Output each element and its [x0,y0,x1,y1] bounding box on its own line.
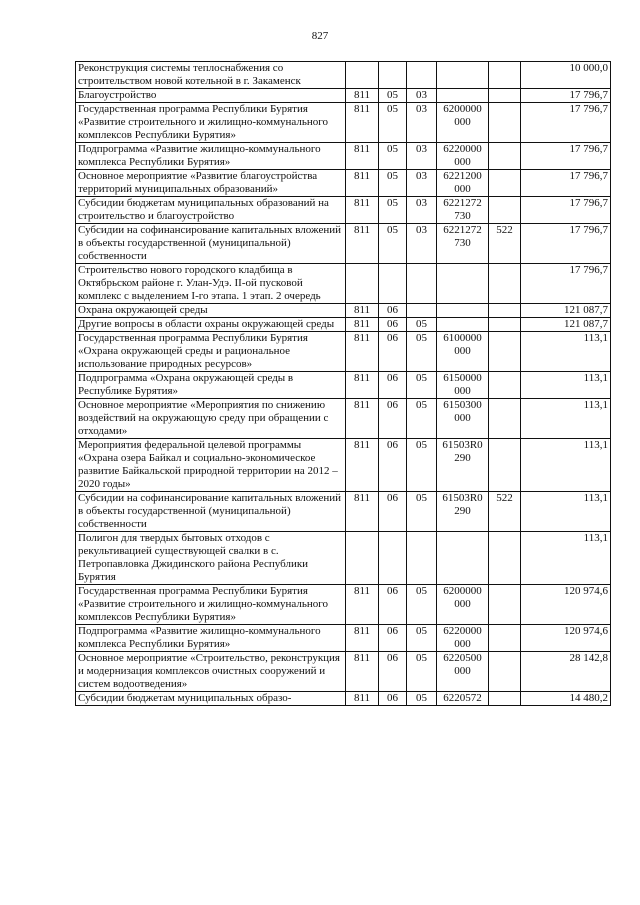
table-row [76,103,611,143]
row-sum-cell: 17 796,7 [521,103,611,143]
row-rz-cell: 06 [379,318,407,332]
row-vr-cell [489,304,521,318]
row-name-cell: Благоустройство [76,89,346,103]
row-name-cell: Основное мероприятие «Развитие благоустройства территорий муниципальных образований» [76,170,346,197]
row-vr-cell: 522 [489,492,521,532]
table-row [76,492,611,532]
row-csr-cell [437,62,489,89]
row-pr-cell: 05 [407,692,437,706]
row-vr-cell [489,62,521,89]
row-csr-cell [437,89,489,103]
row-sum-cell: 121 087,7 [521,304,611,318]
row-pr-cell: 03 [407,89,437,103]
row-rz-cell: 06 [379,692,407,706]
table-row [76,143,611,170]
row-vr-cell [489,399,521,439]
row-pr-cell: 05 [407,625,437,652]
row-sum-cell: 120 974,6 [521,625,611,652]
row-vr-cell [489,585,521,625]
row-rz-cell: 06 [379,585,407,625]
row-name-cell: Основное мероприятие «Мероприятия по снижению воздействий на окружающую среду при обращении с отходами» [76,399,346,439]
row-pr-cell [407,62,437,89]
row-ved-cell: 811 [346,585,379,625]
row-csr-cell: 6150300 000 [437,399,489,439]
row-ved-cell [346,62,379,89]
row-sum-cell: 121 087,7 [521,318,611,332]
row-csr-cell: 6221272 730 [437,224,489,264]
row-sum-cell: 120 974,6 [521,585,611,625]
row-pr-cell: 05 [407,652,437,692]
row-csr-cell [437,304,489,318]
row-csr-cell: 6150000 000 [437,372,489,399]
page-number: 827 [311,30,329,42]
row-sum-cell: 10 000,0 [521,62,611,89]
row-ved-cell: 811 [346,332,379,372]
row-rz-cell: 06 [379,652,407,692]
row-sum-cell: 17 796,7 [521,224,611,264]
row-pr-cell [407,532,437,585]
row-ved-cell: 811 [346,692,379,706]
row-ved-cell: 811 [346,143,379,170]
row-pr-cell: 03 [407,103,437,143]
row-name-cell: Основное мероприятие «Строительство, реконструкция и модернизация комплексов очистных сооружений и систем водоотведения» [76,652,346,692]
row-ved-cell: 811 [346,399,379,439]
row-vr-cell [489,170,521,197]
row-vr-cell [489,264,521,304]
table-row [76,89,611,103]
row-sum-cell: 17 796,7 [521,143,611,170]
table-row [76,692,611,706]
row-csr-cell [437,318,489,332]
table-row [76,264,611,304]
row-csr-cell: 61503R0 290 [437,492,489,532]
row-pr-cell: 05 [407,399,437,439]
row-vr-cell [489,89,521,103]
row-ved-cell: 811 [346,103,379,143]
row-pr-cell: 03 [407,197,437,224]
budget-table-body [76,62,611,706]
row-ved-cell [346,532,379,585]
row-ved-cell: 811 [346,372,379,399]
row-sum-cell: 113,1 [521,399,611,439]
row-csr-cell: 6200000 000 [437,585,489,625]
row-pr-cell: 05 [407,492,437,532]
row-pr-cell: 03 [407,143,437,170]
table-row [76,585,611,625]
table-row [76,372,611,399]
row-vr-cell [489,197,521,224]
row-sum-cell: 113,1 [521,372,611,399]
table-row [76,439,611,492]
row-rz-cell: 05 [379,143,407,170]
row-vr-cell [489,532,521,585]
row-name-cell: Другие вопросы в области охраны окружающей среды [76,318,346,332]
row-name-cell: Государственная программа Республики Бурятия «Развитие строительного и жилищно-коммунального комплексов Республики Бурятия» [76,585,346,625]
table-row [76,318,611,332]
row-rz-cell: 05 [379,103,407,143]
row-pr-cell: 03 [407,170,437,197]
row-name-cell: Охрана окружающей среды [76,304,346,318]
row-name-cell: Подпрограмма «Развитие жилищно-коммунального комплекса Республики Бурятия» [76,143,346,170]
row-name-cell: Государственная программа Республики Бурятия «Развитие строительного и жилищно-коммунального комплексов Республики Бурятия» [76,103,346,143]
row-ved-cell: 811 [346,89,379,103]
row-name-cell: Субсидии бюджетам муниципальных образований на строительство и благоустройство [76,197,346,224]
row-csr-cell: 6200000 000 [437,103,489,143]
row-csr-cell: 6220572 [437,692,489,706]
row-ved-cell: 811 [346,304,379,318]
table-row [76,399,611,439]
row-sum-cell: 113,1 [521,492,611,532]
row-ved-cell: 811 [346,197,379,224]
row-ved-cell: 811 [346,318,379,332]
row-sum-cell: 17 796,7 [521,197,611,224]
row-vr-cell [489,652,521,692]
row-rz-cell: 06 [379,372,407,399]
row-ved-cell [346,264,379,304]
row-name-cell: Государственная программа Республики Бурятия «Охрана окружающей среды и рациональное использование природных ресурсов» [76,332,346,372]
row-csr-cell [437,532,489,585]
row-name-cell: Подпрограмма «Развитие жилищно-коммунального комплекса Республики Бурятия» [76,625,346,652]
budget-table [75,61,611,706]
row-csr-cell: 6221272 730 [437,197,489,224]
row-name-cell: Полигон для твердых бытовых отходов с рекультивацией существующей свалки в с. Петропавловка Джидинского района Республики Бурятия [76,532,346,585]
row-rz-cell: 06 [379,304,407,318]
row-sum-cell: 17 796,7 [521,89,611,103]
row-sum-cell: 113,1 [521,532,611,585]
row-csr-cell [437,264,489,304]
row-pr-cell: 03 [407,224,437,264]
row-name-cell: Субсидии бюджетам муниципальных образо- [76,692,346,706]
row-pr-cell [407,264,437,304]
row-vr-cell: 522 [489,224,521,264]
row-csr-cell: 6220000 000 [437,625,489,652]
row-ved-cell: 811 [346,492,379,532]
row-csr-cell: 6220000 000 [437,143,489,170]
row-ved-cell: 811 [346,652,379,692]
row-rz-cell [379,62,407,89]
row-rz-cell: 06 [379,625,407,652]
row-csr-cell: 6221200 000 [437,170,489,197]
row-ved-cell: 811 [346,224,379,264]
row-sum-cell: 28 142,8 [521,652,611,692]
row-csr-cell: 6100000 000 [437,332,489,372]
table-row [76,197,611,224]
row-pr-cell: 05 [407,585,437,625]
row-sum-cell: 17 796,7 [521,170,611,197]
row-name-cell: Реконструкция системы теплоснабжения со строительством новой котельной в г. Закаменск [76,62,346,89]
row-vr-cell [489,692,521,706]
row-vr-cell [489,143,521,170]
row-pr-cell [407,304,437,318]
row-pr-cell: 05 [407,332,437,372]
row-rz-cell [379,264,407,304]
row-rz-cell: 05 [379,89,407,103]
table-row [76,332,611,372]
table-row [76,170,611,197]
row-sum-cell: 14 480,2 [521,692,611,706]
row-ved-cell: 811 [346,439,379,492]
row-rz-cell: 05 [379,197,407,224]
row-vr-cell [489,439,521,492]
row-name-cell: Субсидии на софинансирование капитальных вложений в объекты государственной (муниципальной) собственности [76,224,346,264]
table-row [76,532,611,585]
row-rz-cell: 06 [379,332,407,372]
row-rz-cell: 06 [379,399,407,439]
row-sum-cell: 17 796,7 [521,264,611,304]
row-rz-cell: 06 [379,492,407,532]
row-vr-cell [489,103,521,143]
row-ved-cell: 811 [346,625,379,652]
row-name-cell: Строительство нового городского кладбища в Октябрьском районе г. Улан-Удэ. II-ой пусковой комплекс с выделением I-го этапа. 1 этап. 2 очередь [76,264,346,304]
row-rz-cell: 06 [379,439,407,492]
row-ved-cell: 811 [346,170,379,197]
row-csr-cell: 61503R0 290 [437,439,489,492]
row-vr-cell [489,372,521,399]
row-sum-cell: 113,1 [521,439,611,492]
row-name-cell: Субсидии на софинансирование капитальных вложений в объекты государственной (муниципальной) собственности [76,492,346,532]
row-vr-cell [489,332,521,372]
row-rz-cell: 05 [379,170,407,197]
row-name-cell: Мероприятия федеральной целевой программы «Охрана озера Байкал и социально-экономическое развитие Байкальской природной территории на 2012 – 2020 годы» [76,439,346,492]
row-csr-cell: 6220500 000 [437,652,489,692]
row-pr-cell: 05 [407,318,437,332]
row-sum-cell: 113,1 [521,332,611,372]
row-pr-cell: 05 [407,372,437,399]
row-vr-cell [489,318,521,332]
row-rz-cell: 05 [379,224,407,264]
row-name-cell: Подпрограмма «Охрана окружающей среды в Республике Бурятия» [76,372,346,399]
row-rz-cell [379,532,407,585]
table-row [76,62,611,89]
table-row [76,224,611,264]
table-row [76,625,611,652]
table-row [76,304,611,318]
row-vr-cell [489,625,521,652]
row-pr-cell: 05 [407,439,437,492]
table-row [76,652,611,692]
